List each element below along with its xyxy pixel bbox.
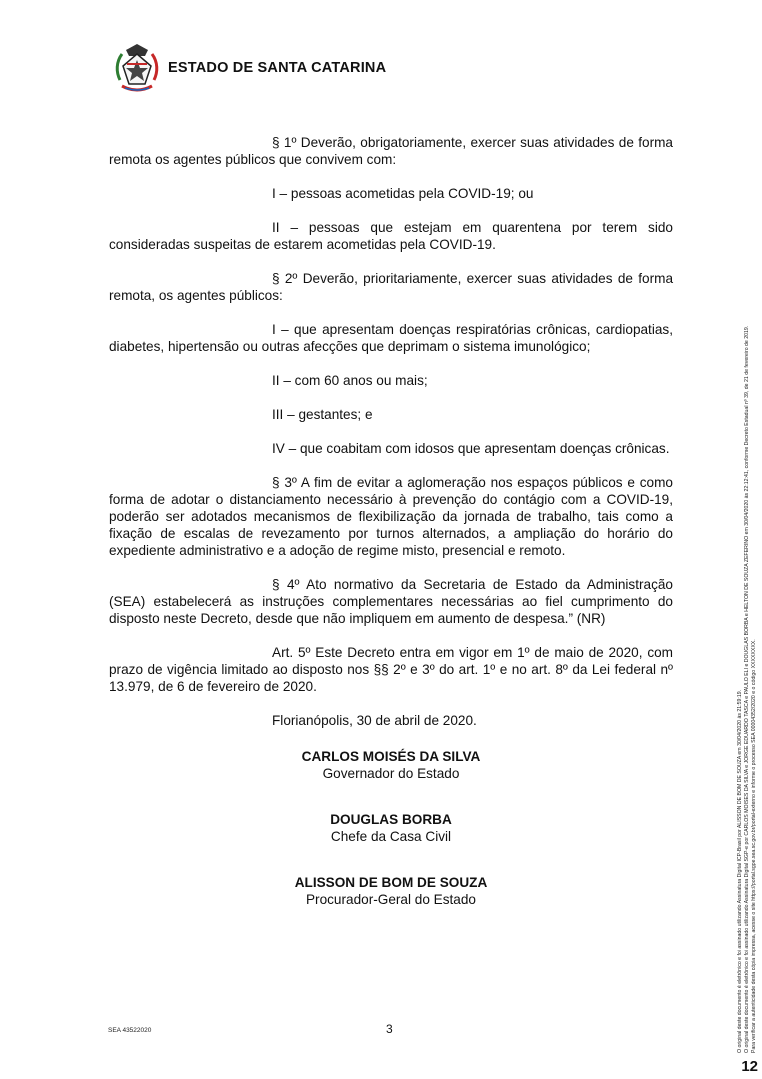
- place-and-date: Florianópolis, 30 de abril de 2020.: [272, 713, 477, 728]
- page-number: 3: [386, 1022, 393, 1036]
- decree-body: [109, 134, 673, 746]
- signature-attorney-general: [109, 874, 673, 908]
- paragraph-4: § 4º Ato normativo da Secretaria de Estado da Administração (SEA) estabelecerá as instruções complementares necessárias ao fiel cumprimento do disposto neste Decreto, desde que não impliquem em aumento de despesa.” (NR): [109, 577, 673, 626]
- signatory-name: ALISSON DE BOM DE SOUZA: [294, 875, 488, 890]
- signature-governor: [109, 748, 673, 782]
- paragraph-3: § 3º A fim de evitar a aglomeração nos espaços públicos e como forma de adotar o distanciamento necessário à prevenção do contágio com a COVID-19, poderão ser adotados mecanismos de flexibilização da jornada de trabalho, tais como a fixação de escalas de revezamento por turnos alternados, a ampliação do horário do expediente administrativo e a adoção de regime misto, presencial e remoto.: [109, 475, 673, 558]
- paragraph-1: § 1º Deverão, obrigatoriamente, exercer suas atividades de forma remota os agentes públicos que convivem com:: [109, 135, 673, 167]
- signatory-name: CARLOS MOISÉS DA SILVA: [301, 749, 481, 764]
- article-5: Art. 5º Este Decreto entra em vigor em 1º de maio de 2020, com prazo de vigência limitado ao disposto nos §§ 2º e 3º do art. 1º e no art. 8º da Lei federal nº 13.979, de 6 de fevereiro de 2020.: [109, 645, 673, 694]
- document-code: SEA 43522020: [108, 1027, 152, 1034]
- paragraph-1-item-ii: II – pessoas que estejam em quarentena por terem sido consideradas suspeitas de estarem acometidas pela COVID-19.: [109, 220, 673, 252]
- sheet-number: 12: [741, 1058, 758, 1075]
- santa-catarina-coat-of-arms-icon: [112, 40, 162, 96]
- signatory-title: Chefe da Casa Civil: [330, 829, 452, 844]
- paragraph-2: § 2º Deverão, prioritariamente, exercer suas atividades de forma remota, os agentes públicos:: [109, 271, 673, 303]
- paragraph-1-item-i: I – pessoas acometidas pela COVID-19; ou: [272, 186, 534, 201]
- paragraph-2-item-iv: IV – que coabitam com idosos que apresentam doenças crônicas.: [272, 441, 670, 456]
- signatory-title: Governador do Estado: [322, 766, 460, 781]
- digital-signature-note: [737, 143, 758, 1053]
- side-note-line: O original deste documento é eletrônico e foi assinado utilizando Assinatura Digital ICP-Brasil por ALISSON DE BOM DE SOUZA em 30/04/2020 às 21:59:19.: [737, 689, 743, 1053]
- signature-section: [109, 748, 673, 937]
- signature-chief-of-staff: [109, 811, 673, 845]
- state-name: ESTADO DE SANTA CATARINA: [168, 60, 387, 76]
- letterhead: [112, 40, 386, 96]
- signatory-title: Procurador-Geral do Estado: [305, 892, 476, 907]
- paragraph-2-item-ii: II – com 60 anos ou mais;: [272, 373, 428, 388]
- side-note-line: O original deste documento é eletrônico e foi assinado utilizando Assinatura Digital SGP-e por CARLOS MOISÉS DA SILVA e JORGE EDUARDO TASCA e PAULO ELI e DOUGLAS BORBA e HELTON DE SOUZA ZEFERINO em 30/04/2020 às 22:12:41, conforme Decreto Estadual nº 39, de 21 de fevereiro de 2019.: [744, 325, 750, 1053]
- paragraph-2-item-i: I – que apresentam doenças respiratórias crônicas, cardiopatias, diabetes, hipertensão ou outras afecções que deprimam o sistema imunológico;: [109, 322, 673, 354]
- signatory-name: DOUGLAS BORBA: [330, 812, 452, 827]
- paragraph-2-item-iii: III – gestantes; e: [272, 407, 373, 422]
- side-note-line: Para verificar a autenticidade desta cópia impressa, acesse o site https://portal.sgpe.sea.sc.gov.br/portal-externo e informe o processo SEA 00004352/2020 e o código XXXXXXXX.: [751, 639, 757, 1053]
